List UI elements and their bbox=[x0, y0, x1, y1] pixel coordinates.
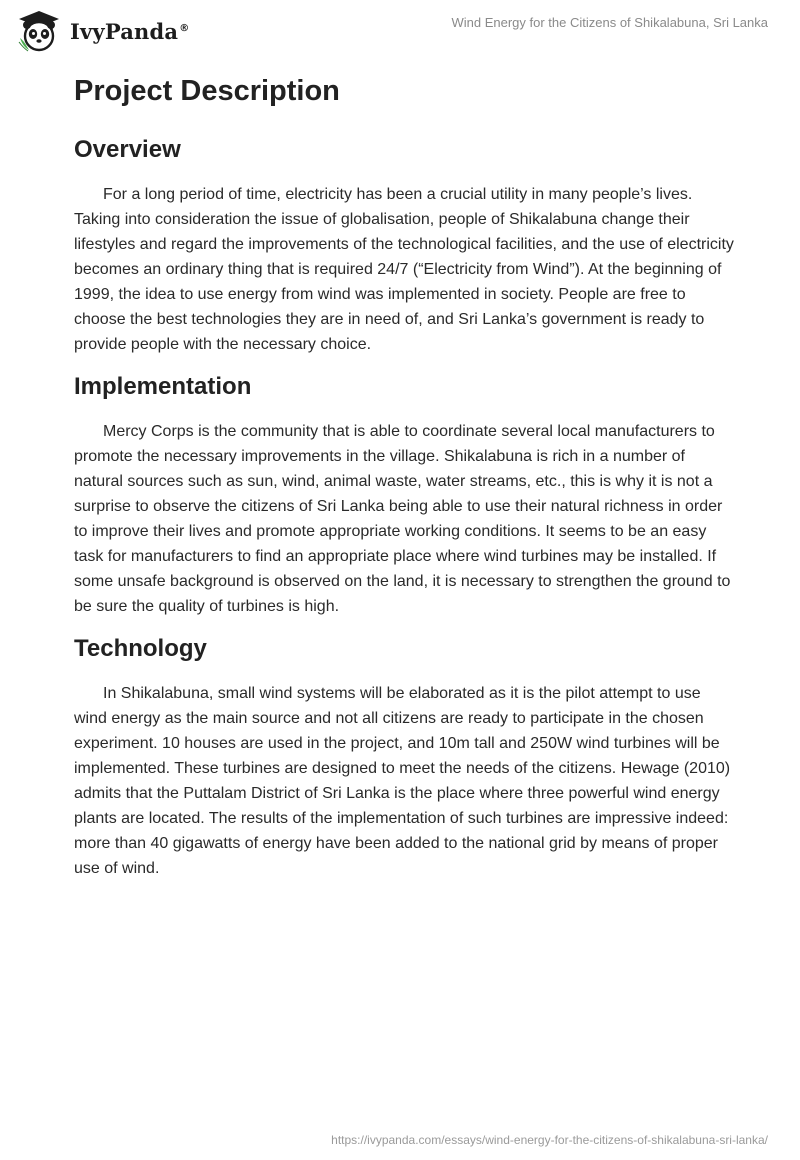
section-implementation bbox=[74, 372, 734, 619]
section-technology bbox=[74, 634, 734, 881]
source-url-link[interactable]: https://ivypanda.com/essays/wind-energy-for-the-citizens-of-shikalabuna-sri-lanka/ bbox=[331, 1133, 768, 1147]
logo-wordmark bbox=[70, 19, 189, 44]
document-body bbox=[74, 72, 734, 881]
section-overview bbox=[74, 135, 734, 357]
section-paragraph: Mercy Corps is the community that is able to coordinate several local manufacturers to promote the necessary improvements in the village. Shikalabuna is rich in a number of natural sources such as sun, wind, animal waste, water streams, etc., this is why it is not a surprise to observe the citizens of Sri Lanka being able to use their natural richness in order to improve their lives and promote appropriate working conditions. It seems to be an easy task for manufacturers to find an appropriate place where wind turbines may be installed. If some unsafe background is observed on the land, it is necessary to strengthen the ground to be sure the quality of turbines is high. bbox=[74, 423, 731, 615]
ivypanda-logo[interactable] bbox=[16, 8, 189, 54]
registered-mark: ® bbox=[179, 22, 190, 34]
section-heading: Technology bbox=[74, 635, 207, 662]
section-paragraph: For a long period of time, electricity has been a crucial utility in many people’s lives. Taking into consideration the issue of globalisation, people of Shikalabuna change their lifestyles and regard the improvements of the technological facilities, and the use of electricity becomes an ordinary thing that is required 24/7 (“Electricity from Wind”). At the beginning of 1999, the idea to use energy from wind was implemented in society. People are free to choose the best technologies they are in need of, and Sri Lanka’s government is ready to provide people with the necessary choice. bbox=[74, 186, 734, 353]
section-paragraph: In Shikalabuna, small wind systems will be elaborated as it is the pilot attempt to use wind energy as the main source and not all citizens are ready to participate in the chosen experiment. 10 houses are used in the project, and 10m tall and 250W wind turbines will be implemented. These turbines are designed to meet the needs of the citizens. Hewage (2010) admits that the Puttalam District of Sri Lanka is the place where three powerful wind energy plants are located. The results of the implementation of such turbines are impressive indeed: more than 40 gigawatts of energy have been added to the national grid by means of proper use of wind. bbox=[74, 685, 731, 877]
section-heading: Implementation bbox=[74, 373, 252, 400]
page-title: Project Description bbox=[74, 75, 340, 107]
running-title: Wind Energy for the Citizens of Shikalabuna, Sri Lanka bbox=[451, 15, 768, 30]
logo-name: IvyPanda bbox=[70, 18, 179, 44]
page-header bbox=[0, 0, 800, 60]
section-heading: Overview bbox=[74, 136, 181, 163]
panda-logo-icon bbox=[16, 8, 62, 54]
